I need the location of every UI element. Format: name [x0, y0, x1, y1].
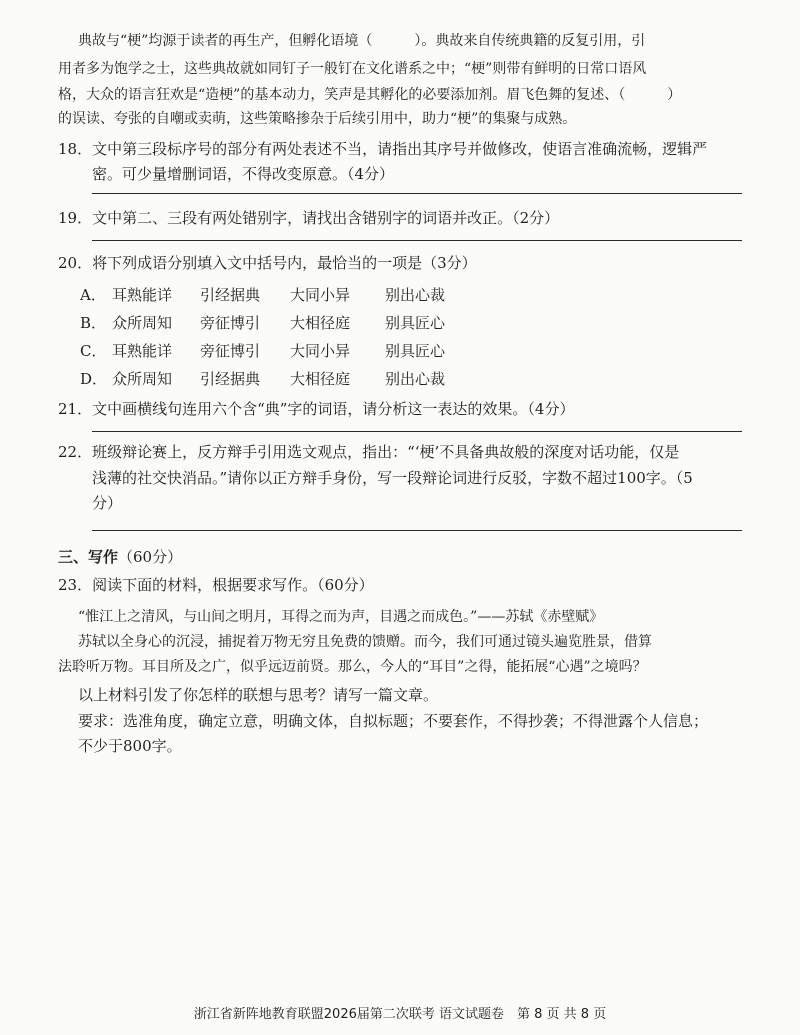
option-label: B．: [80, 314, 107, 332]
option-idiom: 引经据典: [200, 286, 261, 304]
answer-rule-19: [92, 240, 742, 241]
passage-line-1: 典故与“梗”均源于读者的再生产，但孵化语境（ ）。典故来自传统典籍的反复引用，引: [78, 33, 646, 49]
question-23-stem: 23．阅读下面的材料，根据要求写作。（60分）: [58, 576, 374, 594]
answer-rule-18: [92, 193, 742, 194]
option-idiom: 大同小异: [290, 342, 351, 360]
option-idiom: 耳熟能详: [112, 286, 173, 304]
question-18-line-2: 密。可少量增删词语，不得改变原意。（4分）: [92, 165, 395, 183]
section-3-score: （60分）: [118, 548, 183, 566]
question-19: 19．文中第二、三段有两处错别字，请找出含错别字的词语并改正。（2分）: [58, 209, 560, 227]
material-line-2: 法聆听万物。耳目所及之广，似乎远迈前贤。那么，今人的“耳目”之得，能拓展“心遇”之境吗？: [58, 659, 647, 675]
section-3-title: 三、写作: [58, 548, 119, 566]
option-idiom: 大同小异: [290, 286, 351, 304]
answer-rule-22: [92, 530, 742, 531]
option-idiom: 别具匠心: [385, 314, 446, 332]
passage-line-3: 格，大众的语言狂欢是“造梗”的基本动力，笑声是其孵化的必要添加剂。眉飞色舞的复述、（ ）: [58, 87, 682, 103]
question-22-line-2: 浅薄的社交快消品。”请你以正方辩手身份，写一段辩论词进行反驳，字数不超过100字。（5: [92, 469, 693, 487]
option-idiom: 旁征博引: [200, 342, 261, 360]
passage-line-4: 的误读、夸张的自嘲或卖萌，这些策略掺杂于后续引用中，助力“梗”的集聚与成熟。: [58, 111, 577, 127]
option-idiom: 众所周知: [112, 314, 173, 332]
question-22-line-3: 分）: [92, 494, 123, 512]
option-idiom: 别具匠心: [385, 342, 446, 360]
passage-line-2: 用者多为饱学之士，这些典故就如同钉子一般钉在文化谱系之中；“梗”则带有鲜明的日常口语风: [58, 61, 647, 77]
option-idiom: 别出心裁: [385, 286, 446, 304]
question-22-line-1: 22．班级辩论赛上，反方辩手引用选文观点，指出：“‘梗’不具备典故般的深度对话功能，仅是: [58, 443, 680, 461]
question-21: 21．文中画横线句连用六个含“典”字的词语，请分析这一表达的效果。（4分）: [58, 400, 575, 418]
option-label: C．: [80, 342, 107, 360]
option-label: A．: [80, 286, 106, 304]
section-3-heading: [58, 546, 182, 567]
option-idiom: 引经据典: [200, 370, 261, 388]
question-20-stem: 20．将下列成语分别填入文中括号内，最恰当的一项是（3分）: [58, 254, 477, 272]
option-idiom: 众所周知: [112, 370, 173, 388]
writing-prompt: 以上材料引发了你怎样的联想与思考？请写一篇文章。: [78, 686, 439, 704]
option-idiom: 大相径庭: [290, 370, 351, 388]
question-18-line-1: 18．文中第三段标序号的部分有两处表述不当，请指出其序号并做修改，使语言准确流畅，逻辑严: [58, 140, 708, 158]
option-idiom: 耳熟能详: [112, 342, 173, 360]
writing-requirements-line-1: 要求：选准角度，确定立意，明确文体，自拟标题；不要套作，不得抄袭；不得泄露个人信息；: [78, 712, 709, 730]
page-footer: 浙江省新阵地教育联盟2026届第二次联考 语文试题卷 第 8 页 共 8 页: [193, 1007, 607, 1022]
option-label: D．: [80, 370, 108, 388]
material-quote: “惟江上之清风，与山间之明月，耳得之而为声，目遇之而成色。”——苏轼《赤壁赋》: [78, 609, 604, 625]
option-idiom: 旁征博引: [200, 314, 261, 332]
option-idiom: 别出心裁: [385, 370, 446, 388]
material-line-1: 苏轼以全身心的沉浸，捕捉着万物无穷且免费的馈赠。而今，我们可通过镜头遍览胜景，借算: [78, 634, 652, 650]
writing-requirements-line-2: 不少于800字。: [78, 737, 182, 755]
answer-rule-21: [92, 431, 742, 432]
option-idiom: 大相径庭: [290, 314, 351, 332]
